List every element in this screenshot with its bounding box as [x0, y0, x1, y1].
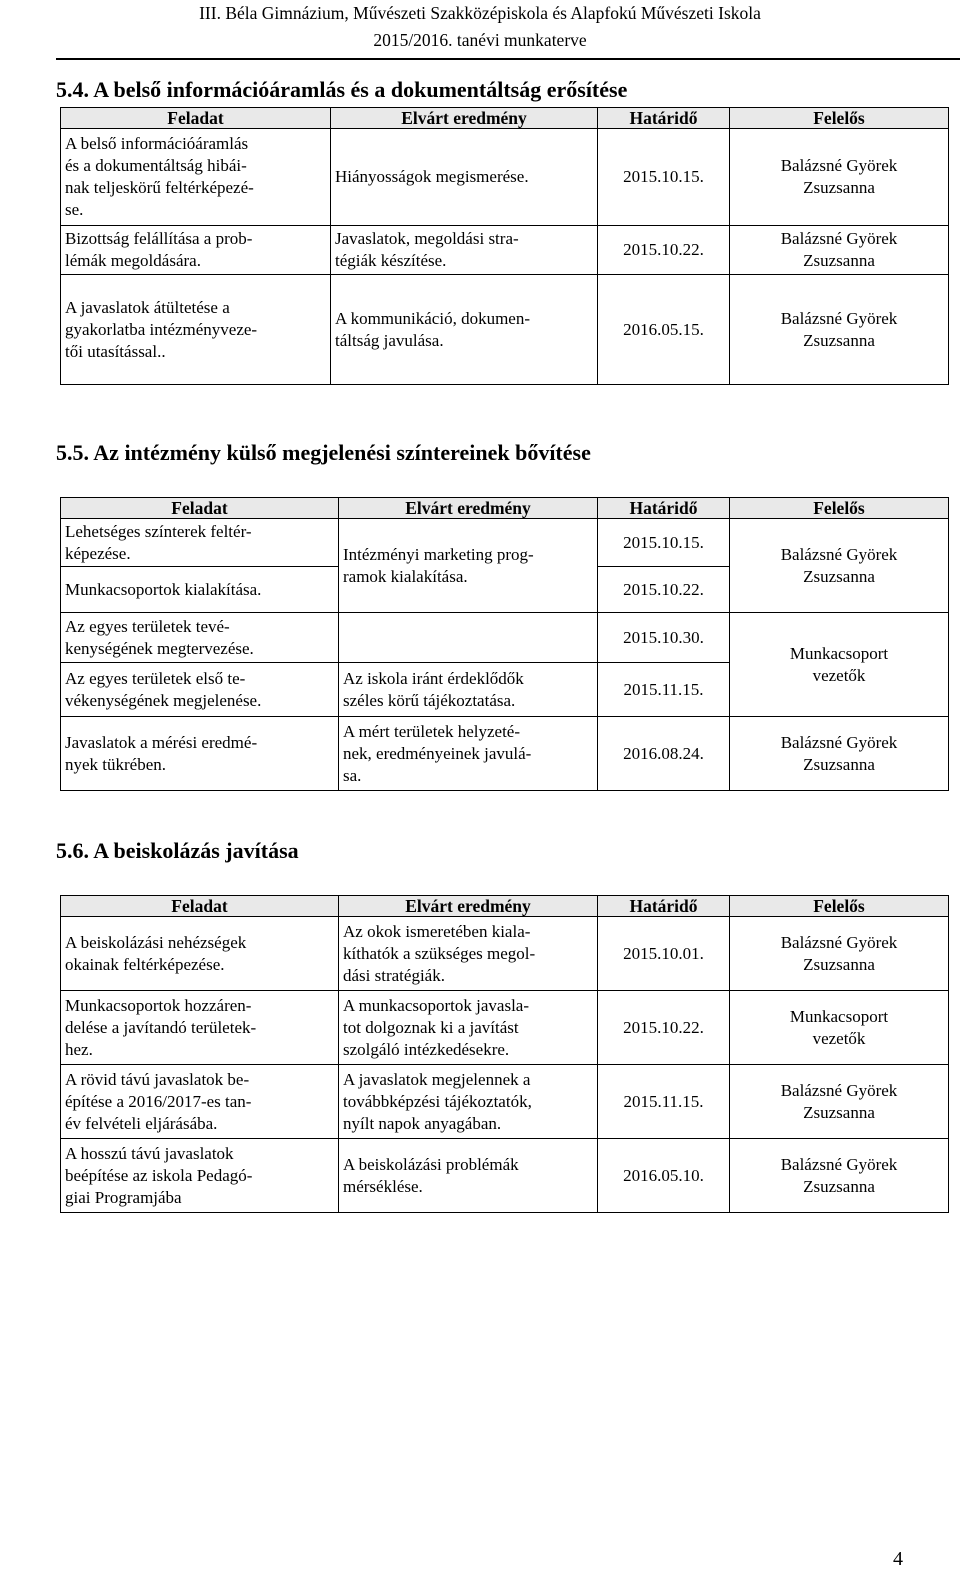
cell-deadline: 2015.10.22. [598, 567, 730, 613]
table-5-6 [60, 895, 949, 1213]
table-5-4 [60, 107, 949, 385]
cell-owner: Balázsné Györek Zsuzsanna [730, 226, 949, 275]
table-row [61, 917, 949, 991]
table-row [61, 717, 949, 791]
page-number: 4 [893, 1548, 903, 1570]
cell-deadline: 2016.05.10. [598, 1139, 730, 1213]
cell-result: Intézményi marketing prog- ramok kialakítása. [339, 519, 598, 613]
col-header-owner: Felelős [730, 896, 949, 917]
section-5-6-title: 5.6. A beiskolázás javítása [56, 838, 299, 863]
cell-owner: Balázsné Györek Zsuzsanna [730, 1139, 949, 1213]
cell-owner: Balázsné Györek Zsuzsanna [730, 275, 949, 385]
header-divider [56, 58, 960, 60]
cell-task: Javaslatok a mérési eredmé- nyek tükrében. [61, 717, 339, 791]
cell-result: A beiskolázási problémák mérséklése. [339, 1139, 598, 1213]
cell-result: Az okok ismeretében kiala- kíthatók a szükséges megol- dási stratégiák. [339, 917, 598, 991]
col-header-deadline: Határidő [598, 498, 730, 519]
table-header-row [61, 896, 949, 917]
cell-result-empty [339, 613, 598, 663]
cell-owner: Balázsné Györek Zsuzsanna [730, 519, 949, 613]
cell-task: A javaslatok átültetése a gyakorlatba intézményveze- tői utasítással.. [61, 275, 331, 385]
table-row [61, 991, 949, 1065]
col-header-deadline: Határidő [598, 896, 730, 917]
col-header-result: Elvárt eredmény [339, 498, 598, 519]
table-5-5 [60, 497, 949, 791]
table-row [61, 129, 949, 226]
cell-task: Munkacsoportok hozzáren- delése a javítandó területek- hez. [61, 991, 339, 1065]
col-header-result: Elvárt eredmény [331, 108, 598, 129]
cell-task: A rövid távú javaslatok be- építése a 2016/2017-es tan- év felvételi eljárásába. [61, 1065, 339, 1139]
cell-owner: Balázsné Györek Zsuzsanna [730, 917, 949, 991]
col-header-owner: Felelős [730, 108, 949, 129]
table-row [61, 613, 949, 663]
table-header-row [61, 498, 949, 519]
cell-owner: Balázsné Györek Zsuzsanna [730, 129, 949, 226]
cell-owner: Munkacsoport vezetők [730, 613, 949, 717]
cell-deadline: 2015.10.15. [598, 519, 730, 567]
cell-result: A munkacsoportok javasla- tot dolgoznak ki a javítást szolgáló intézkedésekre. [339, 991, 598, 1065]
cell-task: Lehetséges színterek feltér- képezése. [61, 519, 339, 567]
page-header-school: III. Béla Gimnázium, Művészeti Szakközépiskola és Alapfokú Művészeti Iskola [199, 3, 761, 23]
col-header-task: Feladat [61, 896, 339, 917]
section-5-5-title: 5.5. Az intézmény külső megjelenési színtereinek bővítése [56, 440, 591, 465]
table-row [61, 1065, 949, 1139]
cell-task: Az egyes területek tevé- kenységének megtervezése. [61, 613, 339, 663]
cell-task: A belső információáramlás és a dokumentáltság hibái- nak teljeskörű feltérképezé- se. [61, 129, 331, 226]
col-header-deadline: Határidő [598, 108, 730, 129]
cell-owner: Munkacsoport vezetők [730, 991, 949, 1065]
cell-result: Javaslatok, megoldási stra- tégiák készítése. [331, 226, 598, 275]
col-header-owner: Felelős [730, 498, 949, 519]
cell-deadline: 2015.10.22. [598, 991, 730, 1065]
cell-result: Az iskola iránt érdeklődők széles körű tájékoztatása. [339, 663, 598, 717]
cell-result: A javaslatok megjelennek a továbbképzési tájékoztatók, nyílt napok anyagában. [339, 1065, 598, 1139]
table-header-row [61, 108, 949, 129]
section-5-4-title: 5.4. A belső információáramlás és a dokumentáltság erősítése [56, 77, 628, 102]
col-header-task: Feladat [61, 108, 331, 129]
cell-owner: Balázsné Györek Zsuzsanna [730, 1065, 949, 1139]
cell-owner: Balázsné Györek Zsuzsanna [730, 717, 949, 791]
cell-deadline: 2016.05.15. [598, 275, 730, 385]
cell-result: Hiányosságok megismerése. [331, 129, 598, 226]
cell-task: A beiskolázási nehézségek okainak feltérképezése. [61, 917, 339, 991]
table-row [61, 519, 949, 567]
cell-result: A mért területek helyzeté- nek, eredményeinek javulá- sa. [339, 717, 598, 791]
cell-deadline: 2015.10.30. [598, 613, 730, 663]
cell-deadline: 2016.08.24. [598, 717, 730, 791]
cell-result: A kommunikáció, dokumen- táltság javulása. [331, 275, 598, 385]
cell-task: Bizottság felállítása a prob- lémák megoldására. [61, 226, 331, 275]
cell-task: Munkacsoportok kialakítása. [61, 567, 339, 613]
cell-deadline: 2015.10.15. [598, 129, 730, 226]
table-row [61, 275, 949, 385]
cell-task: A hosszú távú javaslatok beépítése az iskola Pedagó- giai Programjába [61, 1139, 339, 1213]
table-row [61, 1139, 949, 1213]
cell-deadline: 2015.11.15. [598, 663, 730, 717]
page-header-year: 2015/2016. tanévi munkaterve [373, 30, 587, 50]
table-row [61, 226, 949, 275]
cell-deadline: 2015.11.15. [598, 1065, 730, 1139]
col-header-task: Feladat [61, 498, 339, 519]
cell-deadline: 2015.10.22. [598, 226, 730, 275]
cell-task: Az egyes területek első te- vékenységének megjelenése. [61, 663, 339, 717]
cell-deadline: 2015.10.01. [598, 917, 730, 991]
col-header-result: Elvárt eredmény [339, 896, 598, 917]
